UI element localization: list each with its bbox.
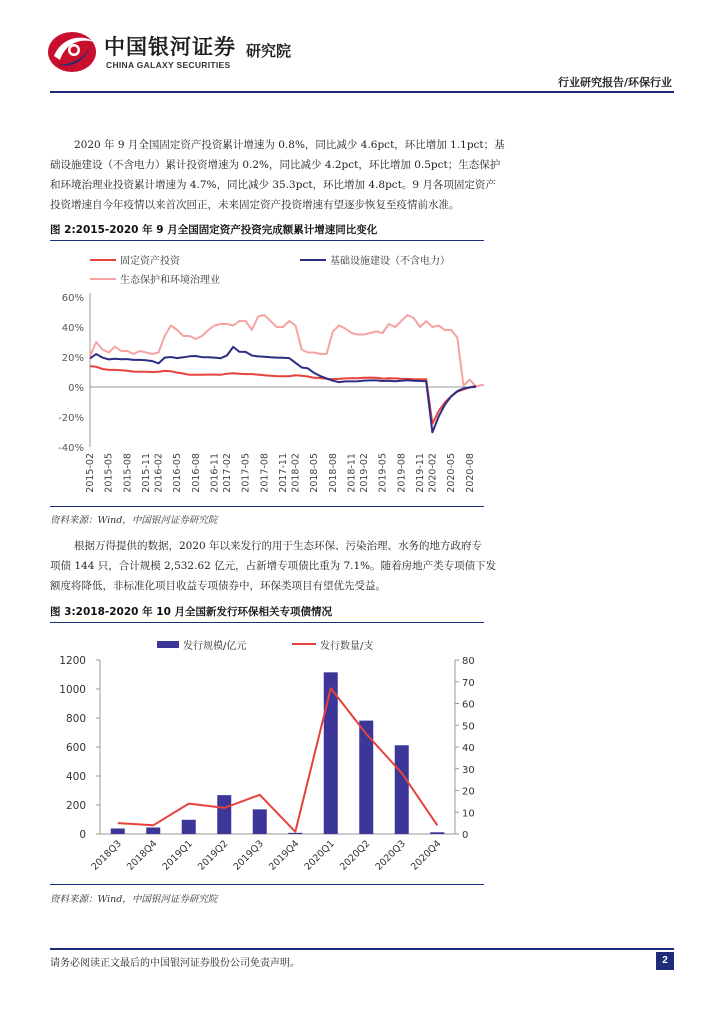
figure2-source: 资料来源：Wind，中国银河证券研究院 [50,515,218,526]
bar [288,833,302,834]
legend-swatch [157,641,179,648]
paragraph-line: 础设施建设（不含电力）累计投资增速为 0.2%，同比减少 4.2pct，环比增加 0.5pct；生态保护 [50,159,501,171]
y-tick-label: -20% [58,413,84,424]
special-bond-issuance-chart [50,624,484,884]
y-right-tick-label: 10 [462,808,475,820]
bar [111,828,125,834]
y-tick-label: 0% [68,383,84,394]
x-tick-label: 2018-05 [309,453,321,493]
x-tick-label: 2019Q1 [160,838,195,873]
paragraph-line: 2020 年 9 月全国固定资产投资累计增速为 0.8%，同比减少 4.6pct，环比增加 1.1pct；基 [74,139,505,151]
chart2-line [118,688,438,832]
bar [217,795,231,834]
chart1-axes [90,293,476,447]
x-tick-label: 2019Q2 [195,838,231,873]
chart2-tick-labels [59,655,474,873]
logo-chinese-name: 中国银河证券 [104,35,236,59]
figure3-bottom-rule [50,884,484,885]
x-tick-label: 2019-11 [414,453,426,493]
x-tick-label: 2015-02 [85,453,96,493]
series-line [118,688,438,832]
x-tick-label: 2019-08 [396,453,408,493]
chart2-bars [111,672,445,834]
chart1-legend [90,254,450,286]
x-tick-label: 2017-02 [221,453,233,493]
y-tick-label: -40% [58,443,84,454]
x-tick-label: 2016-11 [209,453,221,493]
y-right-tick-label: 20 [462,786,475,798]
x-tick-label: 2015-11 [141,453,153,493]
bar [395,745,409,834]
bar [253,809,267,834]
y-left-tick-label: 0 [79,829,86,841]
bar [359,721,373,834]
x-tick-label: 2018Q4 [124,838,160,873]
galaxy-logo-icon [44,26,100,76]
figure2-bottom-rule [50,506,484,507]
y-left-tick-label: 800 [65,713,86,725]
paragraph-line: 额度将降低，非标准化项目收益专项债券中，环保类项目有望优先受益。 [50,580,386,592]
figure3-top-rule [50,622,484,623]
y-left-tick-label: 200 [65,800,86,812]
legend-label: 基础设施建设（不含电力） [330,256,450,267]
y-right-tick-label: 80 [462,656,475,667]
paragraph-investment [50,135,674,215]
x-tick-label: 2019-02 [358,453,370,493]
x-tick-label: 2019Q4 [266,838,302,873]
y-right-tick-label: 40 [462,743,475,754]
x-tick-label: 2017-08 [259,453,271,493]
series-line [90,347,476,433]
logo-english-name: CHINA GALAXY SECURITIES [106,60,231,70]
bar [182,820,196,834]
figure3-source: 资料来源：Wind，中国银河证券研究院 [50,894,218,905]
chart1-tick-labels [58,293,476,493]
x-tick-label: 2016-05 [172,453,184,493]
x-tick-label: 2019Q3 [231,838,266,873]
figure2-caption: 图 2:2015-2020 年 9 月全国固定资产投资完成额累计增速同比变化 [50,224,378,236]
y-tick-label: 20% [61,353,84,364]
y-right-tick-label: 60 [462,699,475,711]
institute-name: 研究院 [246,42,292,60]
x-tick-label: 2020Q1 [302,838,337,873]
series-line [90,366,476,424]
x-tick-label: 2017-11 [278,453,289,493]
x-tick-label: 2015-05 [103,453,115,493]
paragraph-line: 根据万得提供的数据，2020 年以来发行的用于生态环保、污染治理、水务的地方政府专 [74,540,483,552]
y-right-tick-label: 70 [462,677,475,689]
legend-label: 生态保护和环境治理业 [120,275,220,286]
x-tick-label: 2020-02 [427,453,439,493]
figure3-caption: 图 3:2018-2020 年 10 月全国新发行环保相关专项债情况 [50,606,333,618]
x-tick-label: 2018-11 [346,453,358,493]
bar [146,827,160,834]
x-tick-label: 2016-08 [190,453,202,493]
y-right-tick-label: 50 [462,721,475,733]
x-tick-label: 2020-08 [464,453,476,493]
footer-rule [50,948,674,950]
paragraph-line: 和环境治理业投资累计增速为 4.7%，同比减少 35.3pct，环比增加 4.8pct。9 月各项固定资产 [50,179,496,191]
legend-label: 固定资产投资 [120,256,180,267]
legend-label: 发行数量/支 [320,641,374,652]
x-tick-label: 2018-08 [327,453,339,493]
y-left-tick-label: 1000 [59,684,86,696]
x-tick-label: 2020Q2 [337,838,373,873]
x-tick-label: 2018-02 [290,453,302,493]
header-rule [50,91,674,93]
y-right-tick-label: 0 [462,830,469,841]
fixed-asset-investment-line-chart [50,242,484,504]
y-left-tick-label: 1200 [59,655,86,667]
report-category: 行业研究报告/环保行业 [557,76,672,89]
x-tick-label: 2016-02 [153,453,165,493]
x-tick-label: 2020-05 [446,453,458,493]
chart2-legend [157,639,373,652]
x-tick-label: 2018Q3 [89,838,124,873]
bar [430,832,444,834]
y-left-tick-label: 400 [65,771,86,783]
chart1-series [90,315,484,432]
x-tick-label: 2020Q3 [373,838,408,873]
disclaimer-note: 请务必阅读正文最后的中国银河证券股份公司免责声明。 [50,958,300,969]
x-tick-label: 2017-05 [240,453,252,493]
paragraph-line: 投资增速自今年疫情以来首次回正，未来固定资产投资增速有望逐步恢复至疫情前水准。 [50,199,460,211]
bar [324,672,338,834]
figure2-top-rule [50,240,484,241]
y-tick-label: 40% [61,323,84,334]
x-tick-label: 2015-08 [122,453,134,493]
y-tick-label: 60% [61,293,84,304]
paragraph-line: 项债 144 只，合计规模 2,532.62 亿元，占新增专项债比重为 7.1%。随着房地产类专项债下发 [50,560,497,572]
x-tick-label: 2019-05 [377,453,389,493]
paragraph-bonds [50,536,674,596]
x-tick-label: 2020Q4 [408,838,444,873]
legend-label: 发行规模/亿元 [183,641,247,652]
page-number: 2 [656,952,674,970]
y-right-tick-label: 30 [462,764,475,776]
y-left-tick-label: 600 [65,742,86,754]
